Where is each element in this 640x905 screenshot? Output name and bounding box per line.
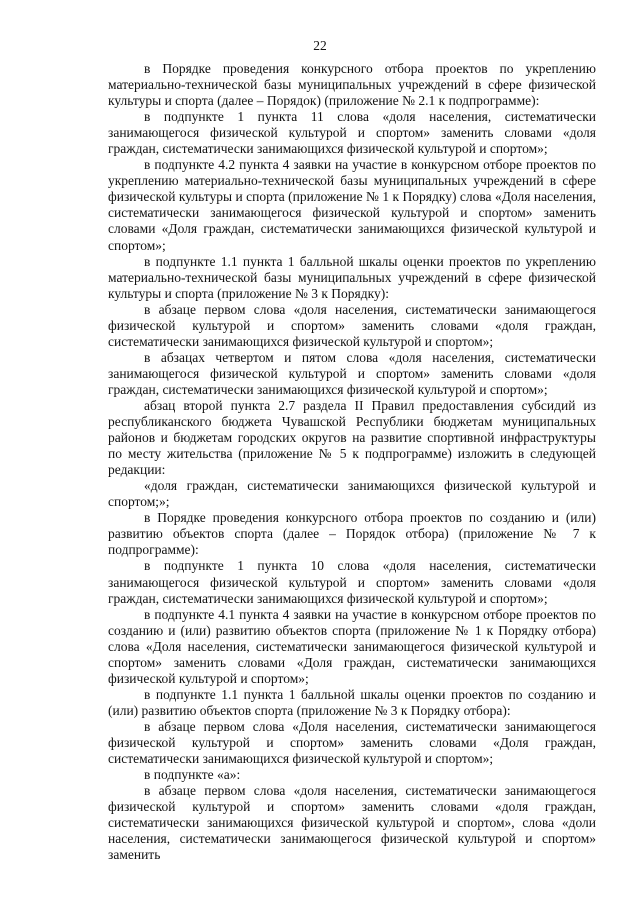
paragraph: в абзаце первом слова «доля населения, систематически занимающегося физической культурой и спортом» заменить словами «доля граждан, систематически занимающихся физической культурой и спортом»;: [108, 301, 596, 349]
document-body: [108, 61, 596, 863]
paragraph: в подпункте 4.1 пункта 4 заявки на участие в конкурсном отборе проектов по созданию и (или) развитию объектов спорта (приложение № 1 к Порядку отбора) слова «Доля населения, систематически занимающегося физической культурой и спортом» заменить словами «Доля граждан, систематически занимающихся физической культурой и спортом»;: [108, 606, 596, 686]
page-number: 22: [313, 38, 327, 53]
paragraph: в подпункте 1 пункта 10 слова «доля населения, систематически занимающегося физической культурой и спортом» заменить словами «доля граждан, систематически занимающихся физической культурой и спортом»;: [108, 558, 596, 606]
paragraph: «доля граждан, систематически занимающихся физической культурой и спортом;»;: [108, 478, 596, 510]
paragraph: абзац второй пункта 2.7 раздела II Правил предоставления субсидий из республиканского бюджета Чувашской Республики бюджетам муниципальных районов и бюджетам городских округов на развитие спортивной инфраструктуры по месту жительства (приложение № 5 к подпрограмме) изложить в следующей редакции:: [108, 397, 596, 478]
paragraph: в Порядке проведения конкурсного отбора проектов по укреплению материально-технической базы муниципальных учреждений в сфере физической культуры и спорта (далее – Порядок) (приложение № 2.1 к подпрограмме):: [108, 61, 596, 109]
paragraph: в подпункте 1.1 пункта 1 балльной шкалы оценки проектов по созданию и (или) развитию объектов спорта (приложение № 3 к Порядку отбора):: [108, 686, 596, 718]
paragraph: в абзаце первом слова «доля населения, систематически занимающегося физической культурой и спортом» заменить словами «доля граждан, систематически занимающихся физической культурой и спортом», слова «доли населения, систематически занимающегося физической культурой и спортом» заменить: [108, 783, 596, 863]
paragraph: в подпункте 1 пункта 11 слова «доля населения, систематически занимающегося физической культурой и спортом» заменить словами «доля граждан, систематически занимающихся физической культурой и спортом»;: [108, 109, 596, 157]
paragraph: в абзацах четвертом и пятом слова «доля населения, систематически занимающегося физической культурой и спортом» заменить словами «доля граждан, систематически занимающихся физической культурой и спортом»;: [108, 349, 596, 397]
paragraph: в подпункте «а»:: [144, 767, 241, 783]
paragraph: в подпункте 4.2 пункта 4 заявки на участие в конкурсном отборе проектов по укреплению материально-технической базы муниципальных учреждений в сфере физической культуры и спорта (приложение № 1 к Порядку) слова «Доля населения, систематически занимающегося физической культурой и спортом» заменить словами «Доля граждан, систематически занимающихся физической культурой и спортом»;: [108, 157, 596, 253]
paragraph: в Порядке проведения конкурсного отбора проектов по созданию и (или) развитию объектов спорта (далее – Порядок отбора) (приложение № 7 к подпрограмме):: [108, 510, 596, 558]
paragraph: в абзаце первом слова «Доля населения, систематически занимающегося физической культурой и спортом» заменить словами «Доля граждан, систематически занимающихся физической культурой и спортом»;: [108, 718, 596, 767]
paragraph: в подпункте 1.1 пункта 1 балльной шкалы оценки проектов по укреплению материально-технической базы муниципальных учреждений в сфере физической культуры и спорта (приложение № 3 к Порядку):: [108, 253, 596, 301]
